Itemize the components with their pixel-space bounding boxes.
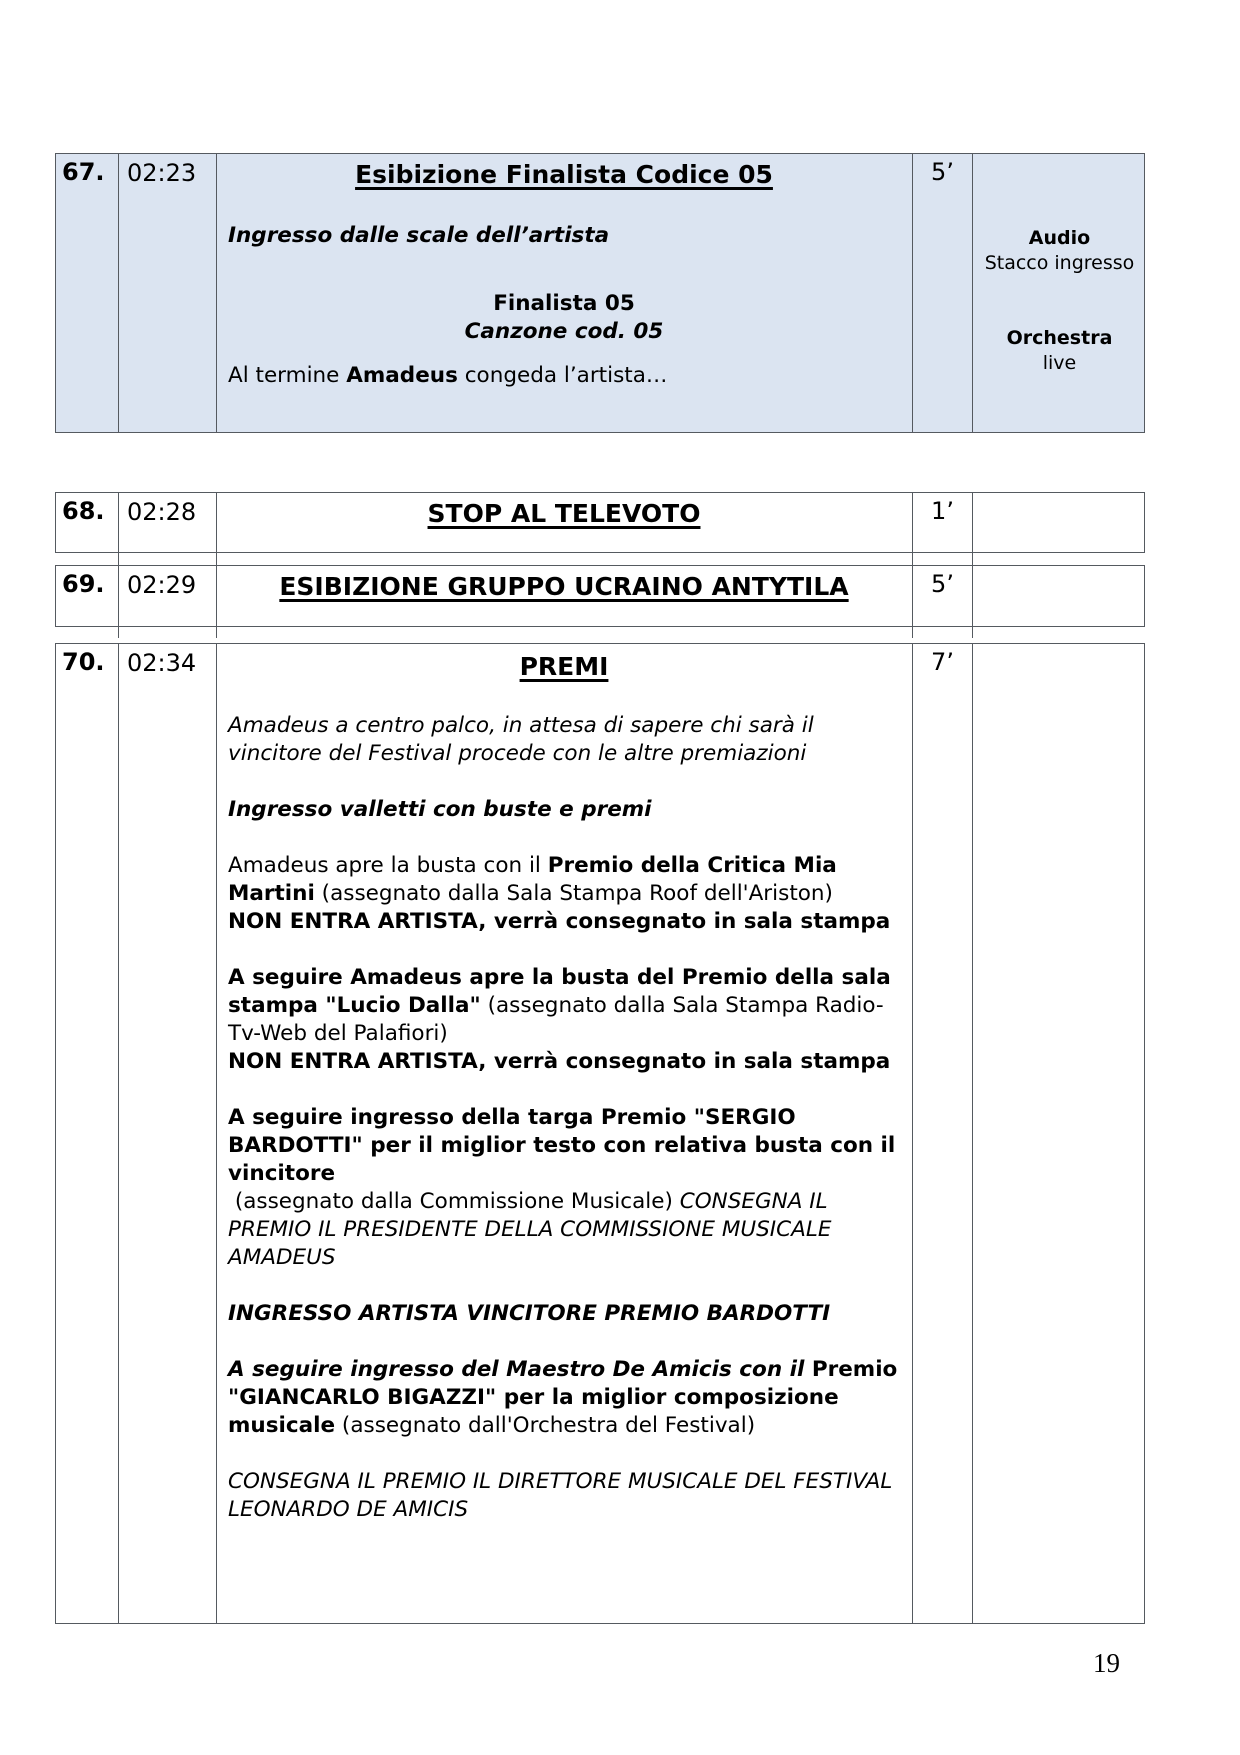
duration-value: 5’ [931,570,954,598]
rundown-row-67 [55,153,1145,433]
duration-cell [912,566,972,638]
duration-value: 7’ [931,648,954,676]
segment-title: Esibizione Finalista Codice 05 [355,160,773,189]
description-cell [216,493,912,565]
row-number-cell [56,154,118,432]
description-cell [216,644,912,1623]
paragraph: Finalista 05 [493,291,635,316]
duration-cell [912,644,972,1623]
time-cell [118,566,216,638]
paragraph: A seguire Amadeus apre la busta del Premio della sala stampa "Lucio Dalla" (assegnato dalla Sala Stampa Radio-Tv-Web del Palafiori) NON ENTRA ARTISTA, verrà consegnato in sala stampa [228,965,891,1074]
row-number: 69. [62,570,105,598]
time-value: 02:23 [127,159,197,187]
rundown-row-70 [55,643,1145,1624]
orchestra-value: live [1042,352,1077,374]
paragraph: Canzone cod. 05 [464,319,664,344]
duration-value: 5’ [931,158,954,186]
notes-cell [972,493,1146,565]
paragraph: A seguire ingresso della targa Premio "SERGIO BARDOTTI" per il miglior testo con relativa busta con il vincitore (assegnato dalla Commissione Musicale) CONSEGNA IL PREMIO IL PRESIDENTE DELLA COMMISSIONE MUSICALE AMADEUS [228,1105,896,1270]
orchestra-note [1007,326,1113,376]
segment-title: STOP AL TELEVOTO [427,499,701,528]
paragraph: INGRESSO ARTISTA VINCITORE PREMIO BARDOTTI [228,1301,831,1326]
paragraph: Al termine Amadeus congeda l’artista… [228,363,668,388]
description-cell [216,154,912,432]
row-number: 67. [62,158,105,186]
time-cell [118,493,216,565]
description-cell [216,566,912,638]
row-number-cell [56,566,118,638]
time-cell [118,154,216,432]
time-cell [118,644,216,1623]
notes-cell [972,644,1146,1623]
notes-cell [972,154,1146,432]
time-value: 02:29 [127,571,197,599]
segment-title: PREMI [519,652,609,681]
rundown-row-68 [55,492,1145,553]
duration-cell [912,493,972,565]
duration-cell [912,154,972,432]
paragraph: Amadeus a centro palco, in attesa di sapere chi sarà il vincitore del Festival procede con le altre premiazioni [228,713,814,766]
row-number: 68. [62,497,105,525]
paragraph: Ingresso valletti con buste e premi [228,797,652,822]
paragraph: Amadeus apre la busta con il Premio della Critica Mia Martini (assegnato dalla Sala Stampa Roof dell'Ariston) NON ENTRA ARTISTA, verrà consegnato in sala stampa [228,853,891,934]
rundown-row-69 [55,565,1145,627]
audio-label: Audio [1028,227,1091,249]
row-number-cell [56,493,118,565]
notes-cell [972,566,1146,638]
segment-title: ESIBIZIONE GRUPPO UCRAINO ANTYTILA [279,572,849,601]
row-number-cell [56,644,118,1623]
page-number: 19 [1093,1648,1120,1678]
duration-value: 1’ [931,497,954,525]
time-value: 02:34 [127,649,197,677]
paragraph: Ingresso dalle scale dell’artista [228,223,610,248]
rundown-tables [55,153,1145,1624]
paragraph: A seguire ingresso del Maestro De Amicis con il Premio "GIANCARLO BIGAZZI" per la miglior composizione musicale (assegnato dall'Orchestra del Festival) [228,1357,898,1438]
row-number: 70. [62,648,105,676]
time-value: 02:28 [127,498,197,526]
paragraph: CONSEGNA IL PREMIO IL DIRETTORE MUSICALE DEL FESTIVAL LEONARDO DE AMICIS [228,1469,893,1522]
audio-note [985,226,1135,276]
audio-value: Stacco ingresso [984,252,1135,274]
orchestra-label: Orchestra [1006,327,1113,349]
